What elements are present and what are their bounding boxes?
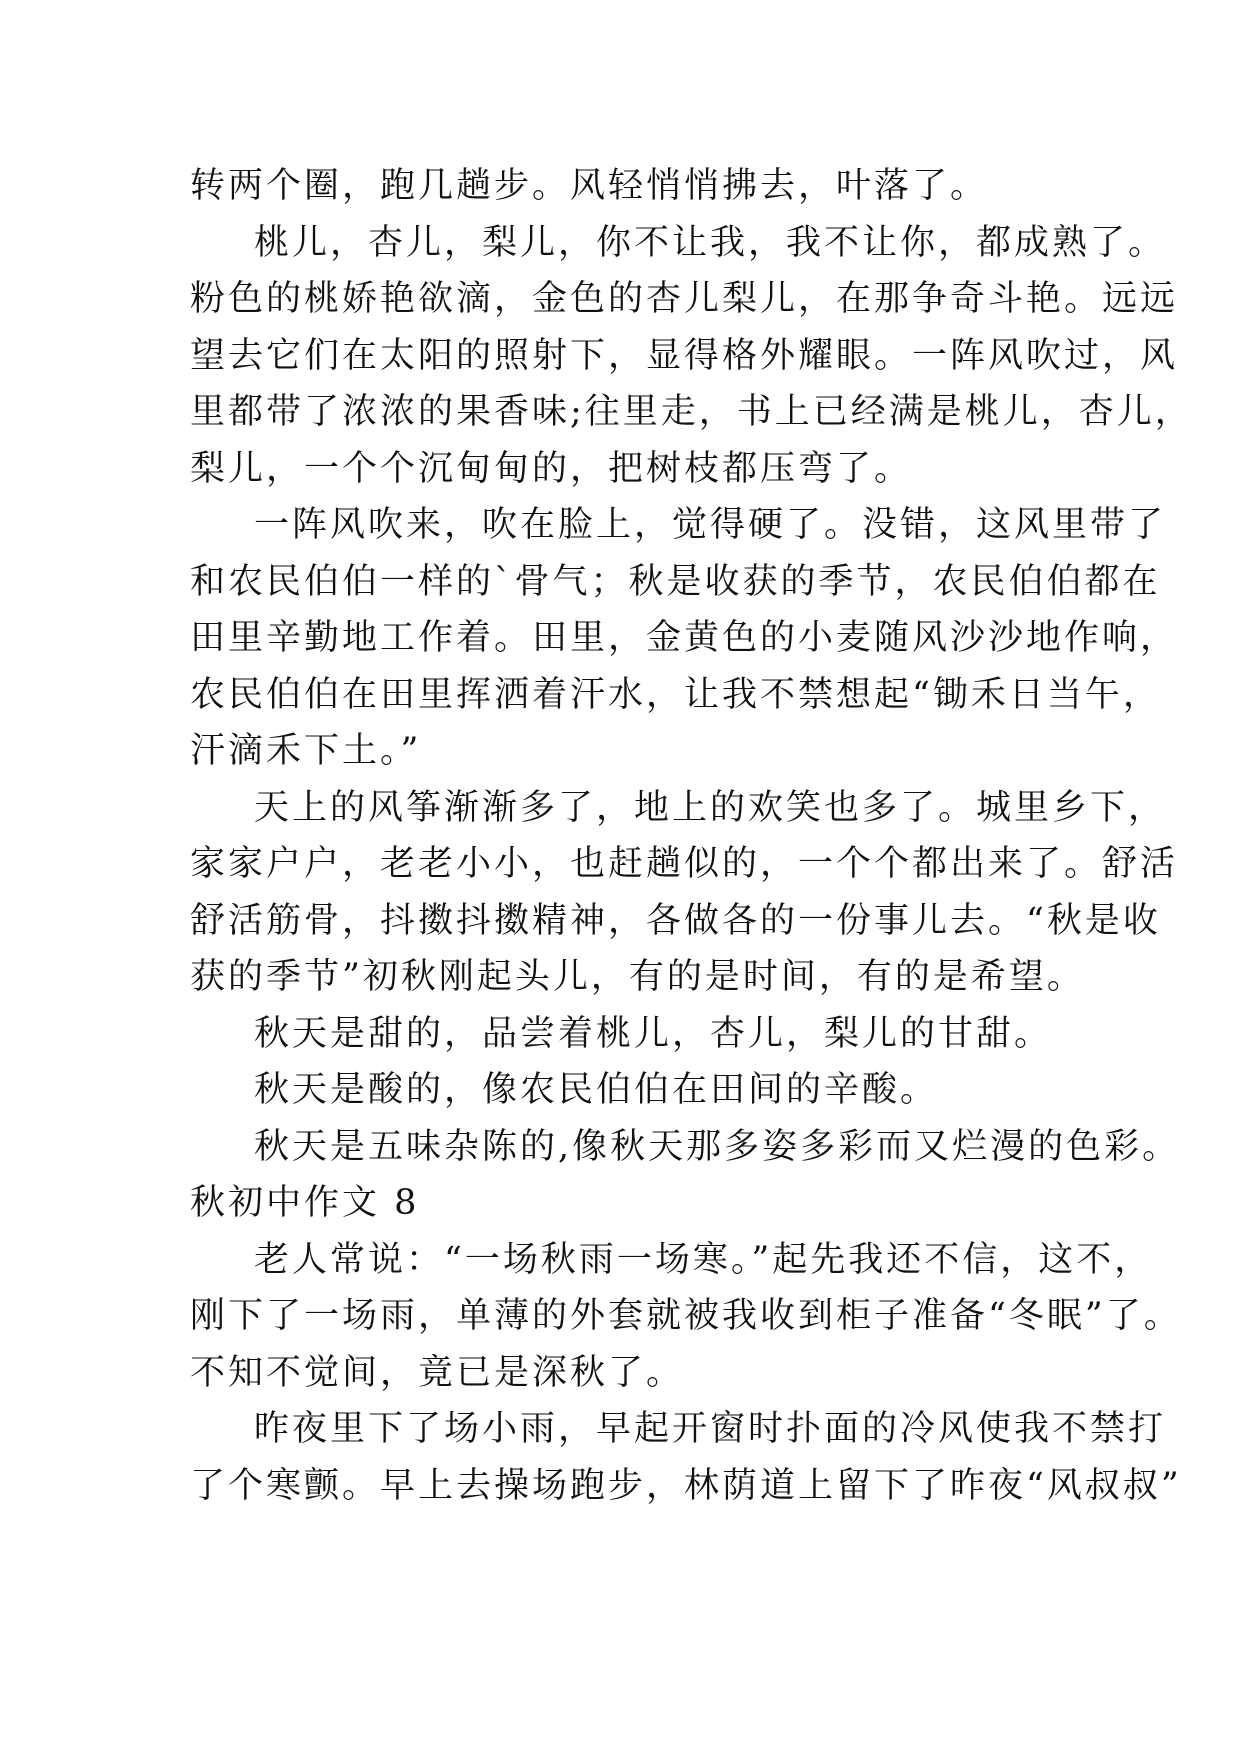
text-line: 田里辛勤地工作着。田里，金黄色的小麦随风沙沙地作响， [190, 618, 1179, 658]
text-line: 里都带了浓浓的果香味;往里走，书上已经满是桃儿，杏儿， [190, 392, 1193, 432]
text-line: 汗滴禾下土。” [190, 731, 422, 771]
text-line: 农民伯伯在田里挥洒着汗水，让我不禁想起“锄禾日当午， [190, 674, 1161, 715]
document-body [190, 158, 1193, 1514]
text-line: 转两个圈，跑几趟步。风轻悄悄拂去，叶落了。 [190, 166, 989, 206]
text-line: 梨儿，一个个沉甸甸的，把树枝都压弯了。 [190, 448, 913, 489]
section-heading: 秋初中作文 8 [190, 1183, 420, 1223]
text-line: 秋天是五味杂陈的,像秋天那多姿多彩而又烂漫的色彩。 [254, 1126, 1181, 1167]
text-line: 望去它们在太阳的照射下，显得格外耀眼。一阵风吹过，风 [190, 335, 1179, 376]
text-line: 老人常说：“一场秋雨一场寒。”起先我还不信，这不， [254, 1239, 1153, 1280]
text-line: 刚下了一场雨，单薄的外套就被我收到柜子准备“冬眠”了。 [190, 1296, 1182, 1336]
text-line: 不知不觉间，竟已是深秋了。 [190, 1352, 685, 1393]
text-line: 了个寒颤。早上去操场跑步，林荫道上留下了昨夜“风叔叔” [190, 1465, 1182, 1506]
text-line: 粉色的桃娇艳欲滴，金色的杏儿梨儿，在那争奇斗艳。远远 [190, 279, 1179, 319]
text-line: 秋天是酸的，像农民伯伯在田间的辛酸。 [254, 1070, 939, 1110]
text-line: 舒活筋骨，抖擞抖擞精神，各做各的一份事儿去。“秋是收 [190, 900, 1161, 941]
text-line: 昨夜里下了场小雨，早起开窗时扑面的冷风使我不禁打 [254, 1409, 1167, 1449]
text-line: 一阵风吹来，吹在脸上，觉得硬了。没错，这风里带了 [254, 505, 1167, 545]
text-line: 秋天是甜的，品尝着桃儿，杏儿，梨儿的甘甜。 [254, 1013, 1053, 1054]
text-line: 和农民伯伯一样的`骨气；秋是收获的季节，农民伯伯都在 [190, 561, 1161, 602]
text-line: 桃儿，杏儿，梨儿，你不让我，我不让你，都成熟了。 [254, 222, 1167, 263]
text-line: 获的季节”初秋刚起头儿，有的是时间，有的是希望。 [190, 957, 1085, 997]
text-line: 天上的风筝渐渐多了，地上的欢笑也多了。城里乡下， [254, 787, 1167, 828]
text-line: 家家户户，老老小小，也赶趟似的，一个个都出来了。舒活 [190, 844, 1179, 884]
